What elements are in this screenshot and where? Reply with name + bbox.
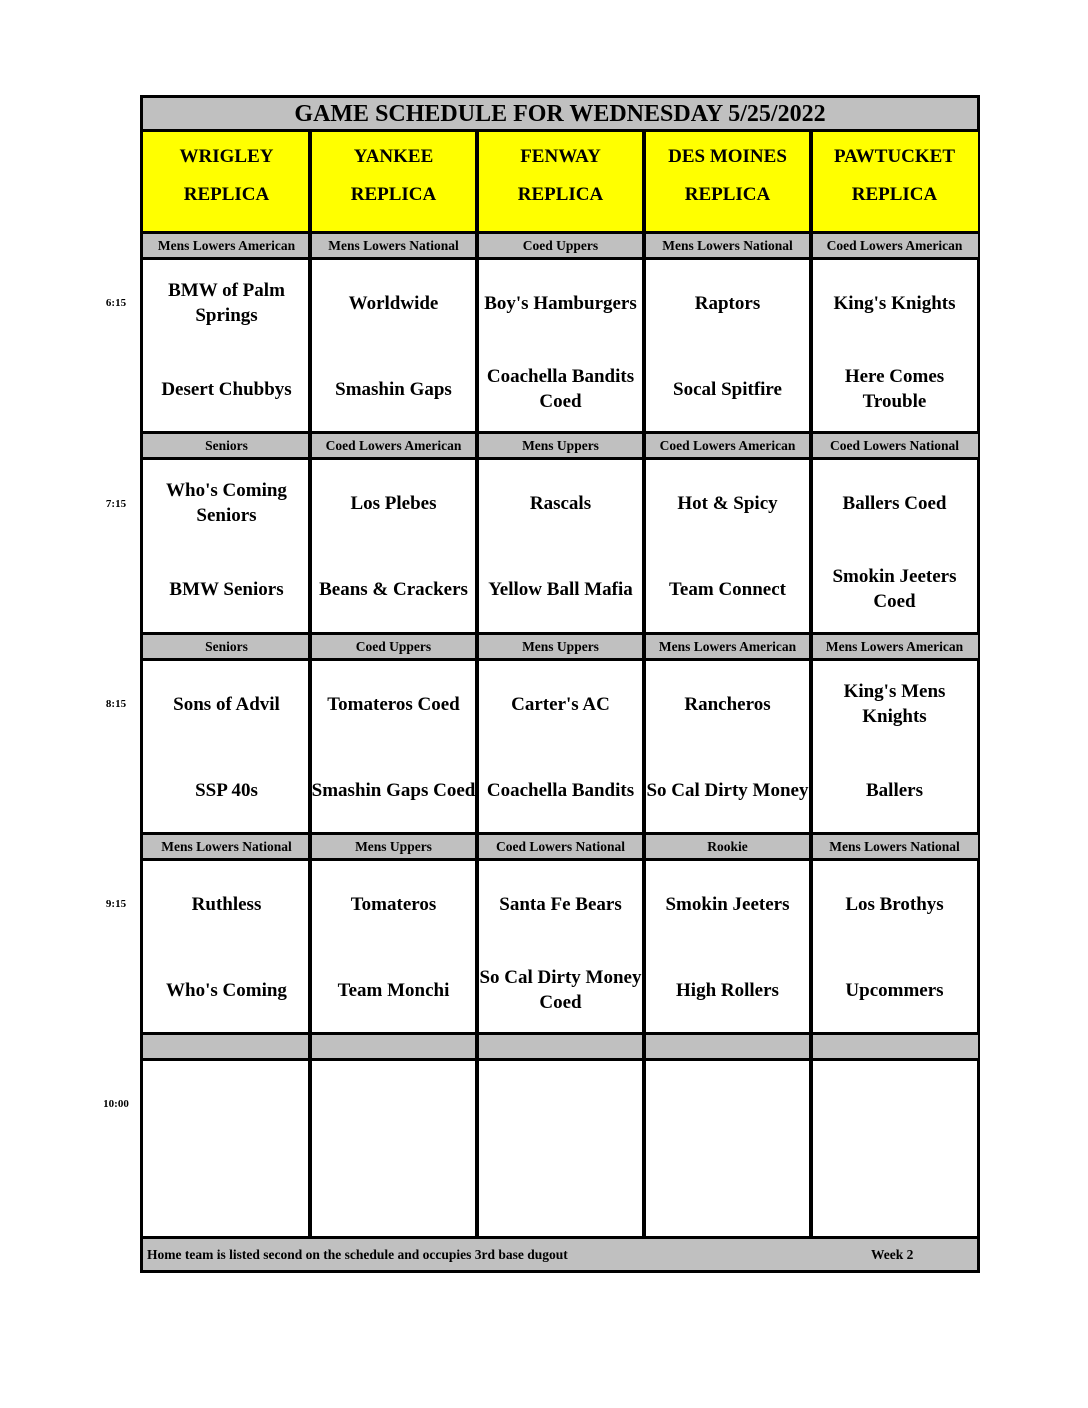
field-name: FENWAY (520, 146, 601, 167)
division-label: Seniors (143, 431, 310, 460)
division-label: Coed Lowers National (811, 431, 978, 460)
division-label-empty (477, 1032, 644, 1061)
footer-note: Home team is listed second on the schedule and occupies 3rd base dugout (147, 1247, 568, 1262)
column-divider (308, 132, 312, 1236)
field-name: WRIGLEY (179, 146, 274, 167)
home-team: Ballers (866, 779, 923, 801)
away-team: Hot & Spicy (677, 492, 778, 514)
division-label: Mens Lowers National (310, 231, 477, 260)
away-team: Boy's Hamburgers (484, 292, 637, 314)
division-label: Mens Lowers American (644, 632, 811, 661)
away-team: Tomateros Coed (327, 693, 460, 715)
away-team: Worldwide (348, 292, 439, 314)
away-team: Smokin Jeeters (665, 893, 790, 915)
away-team: King's Mens Knights (843, 681, 946, 727)
home-team: Who's Coming (166, 979, 287, 1001)
field-column (644, 132, 811, 1236)
column-divider (809, 132, 813, 1236)
away-team: Rancheros (684, 693, 771, 715)
away-team: Who's Coming Seniors (166, 480, 287, 526)
column-divider (642, 132, 646, 1236)
home-team: So Cal Dirty Money (646, 779, 809, 801)
time-label: 9:15 (105, 898, 127, 910)
away-team: Ballers Coed (842, 492, 947, 514)
home-team: Coachella Bandits Coed (486, 366, 635, 412)
division-label: Coed Uppers (310, 632, 477, 661)
division-label-empty (644, 1032, 811, 1061)
division-label: Coed Lowers American (310, 431, 477, 460)
home-team: Desert Chubbys (161, 378, 292, 400)
home-team: Coachella Bandits (486, 779, 635, 801)
division-label: Mens Uppers (310, 832, 477, 861)
home-team: Team Connect (669, 578, 786, 600)
week-label: Week 2 (871, 1247, 914, 1262)
away-team: BMW of Palm Springs (168, 280, 285, 326)
home-team: Smokin Jeeters Coed (832, 566, 957, 612)
home-team: Team Monchi (337, 979, 450, 1001)
field-subtitle: REPLICA (851, 184, 938, 205)
away-team: Tomateros (350, 893, 437, 915)
division-label: Rookie (644, 832, 811, 861)
away-team: King's Knights (833, 292, 956, 314)
field-subtitle: REPLICA (350, 184, 437, 205)
division-label-empty (310, 1032, 477, 1061)
home-team: BMW Seniors (169, 578, 284, 600)
field-name: YANKEE (353, 146, 434, 167)
away-team: Rascals (529, 492, 592, 514)
field-name: PAWTUCKET (833, 146, 956, 167)
field-subtitle: REPLICA (684, 184, 771, 205)
home-team: Yellow Ball Mafia (488, 578, 633, 600)
home-team: Smashin Gaps (335, 378, 452, 400)
field-subtitle: REPLICA (517, 184, 604, 205)
division-label-empty (143, 1032, 310, 1061)
division-label: Coed Lowers American (644, 431, 811, 460)
field-column (310, 132, 477, 1236)
away-team: Los Plebes (350, 492, 437, 514)
division-label: Coed Lowers American (811, 231, 978, 260)
away-team: Sons of Advil (173, 693, 280, 715)
home-team: Here Comes Trouble (844, 366, 945, 412)
column-divider (475, 132, 479, 1236)
home-team: Upcommers (845, 979, 944, 1001)
division-label: Coed Lowers National (477, 832, 644, 861)
division-label: Mens Uppers (477, 431, 644, 460)
field-column (143, 132, 310, 1236)
division-label: Mens Lowers American (811, 632, 978, 661)
field-header (644, 132, 811, 231)
division-label-empty (811, 1032, 978, 1061)
home-team: Smashin Gaps Coed (311, 779, 476, 801)
division-label: Mens Lowers American (143, 231, 310, 260)
time-label: 8:15 (105, 698, 127, 710)
field-header (477, 132, 644, 231)
field-header (310, 132, 477, 231)
division-label: Seniors (143, 632, 310, 661)
home-team: High Rollers (676, 979, 779, 1001)
division-label: Mens Lowers National (811, 832, 978, 861)
home-team: Beans & Crackers (319, 578, 468, 600)
time-label: 6:15 (105, 297, 127, 309)
home-team: So Cal Dirty Money Coed (479, 967, 642, 1013)
schedule-table (140, 95, 980, 1273)
footer-bar (143, 1236, 977, 1270)
field-header (143, 132, 310, 231)
field-name: DES MOINES (668, 146, 787, 167)
away-team: Raptors (694, 292, 761, 314)
division-label: Mens Lowers National (644, 231, 811, 260)
home-team: Socal Spitfire (673, 378, 782, 400)
field-header (811, 132, 978, 231)
field-column (477, 132, 644, 1236)
division-label: Mens Uppers (477, 632, 644, 661)
away-team: Los Brothys (845, 893, 944, 915)
away-team: Santa Fe Bears (499, 893, 622, 915)
away-team: Carter's AC (511, 693, 610, 715)
home-team: SSP 40s (195, 779, 258, 801)
field-column (811, 132, 978, 1236)
division-label: Coed Uppers (477, 231, 644, 260)
away-team: Ruthless (191, 893, 262, 915)
page-title: GAME SCHEDULE FOR WEDNESDAY 5/25/2022 (143, 98, 977, 132)
field-subtitle: REPLICA (183, 184, 270, 205)
time-label: 7:15 (105, 498, 127, 510)
time-label: 10:00 (103, 1098, 129, 1110)
division-label: Mens Lowers National (143, 832, 310, 861)
